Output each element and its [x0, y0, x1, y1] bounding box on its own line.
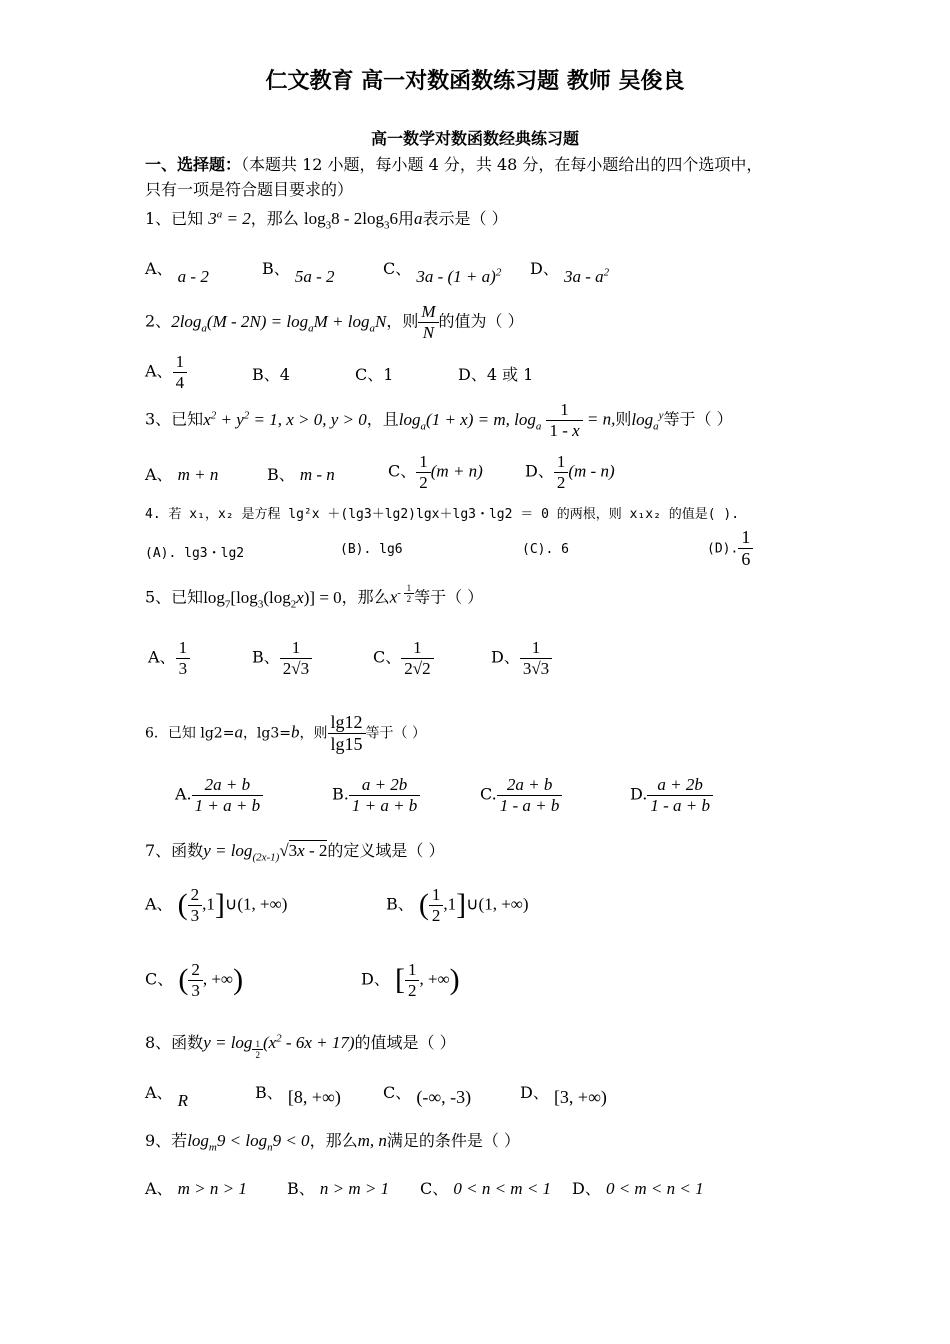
q7-option-c: C、 ( $\frac{2}{3}$ , +∞)	[145, 960, 244, 1000]
q2-option-d: D、4 或 1	[458, 365, 534, 384]
q1-option-c: C、 $3a - (1 + a)^2$	[383, 259, 502, 286]
q2-option-c: C、1	[355, 365, 394, 384]
q4-option-a: (A). lg3・lg2	[145, 546, 245, 561]
q1-option-a: A、 a - 2	[145, 259, 209, 286]
section-heading: 一、选择题：（本题共 12 小题，每小题 4 分，共 48 分，在每小题给出的四个选项中，	[145, 155, 763, 174]
q8-option-c: C、 (-∞, -3)	[383, 1083, 472, 1107]
q5-option-d: D、 $\frac{1}{3√3}$	[491, 638, 552, 678]
q3-option-d: D、 $\frac{1}{2}$ (m - n)	[525, 452, 615, 492]
q4-option-d: (D). $\frac{1}{6}$	[707, 527, 753, 569]
question-2: 2、$2\log_a(M - 2N) = \log_aM + \log_aN$，则 $\frac{M}{N}$ 的值为（ ）	[145, 302, 524, 342]
question-4: 4. 若 x₁，x₂ 是方程 lg²x ＋(lg3＋lg2)lgx＋lg3・lg2 ＝ 0 的两根，则 x₁x₂ 的值是( ).	[145, 507, 740, 522]
q1-option-d: D、 $3a - a^2$	[530, 259, 610, 286]
q4-option-b: (B). lg6	[340, 542, 403, 557]
q9-option-c: C、 0 < n < m < 1	[420, 1179, 552, 1198]
q1-option-b: B、 5a - 2	[262, 259, 335, 286]
q7-option-b: B、 ( $\frac{1}{2}$ ,1]∪(1, +∞)	[386, 885, 529, 925]
section-note: 只有一项是符合题目要求的）	[145, 180, 354, 199]
q4-option-c: (C). 6	[522, 542, 569, 557]
question-1: 1、已知 $3^a = 2$，那么 $\log_38 - 2\log_36$用a表示是（ ）	[145, 208, 508, 232]
question-9: 9、若$\log_m9 < \log_n9 < 0$，那么m, n满足的条件是（ ）	[145, 1131, 520, 1154]
q5-option-b: B、 $\frac{1}{2√3}$	[252, 638, 312, 678]
q6-option-c: C. $\frac{2a + b}{1 - a + b}$	[480, 775, 562, 815]
q3-option-b: B、 m - n	[267, 465, 335, 484]
question-8: 8、函数y = log $\frac{1}{2}$ $(x^2 - 6x + 17)$的值域是（ ）	[145, 1032, 456, 1060]
q7-option-a: A、 ( $\frac{2}{3}$ ,1]∪(1, +∞)	[145, 885, 288, 925]
q5-option-c: C、 $\frac{1}{2√2}$	[373, 638, 434, 678]
q8-option-b: B、 [8, +∞)	[255, 1083, 341, 1107]
question-5: 5、已知$\log_7[\log_3(\log_2x)] = 0$，那么$x^{- \frac{1}{2}}$ 等于（ ）	[145, 583, 484, 611]
q8-option-a: A、 R	[145, 1083, 189, 1110]
q5-option-a: A、 $\frac{1}{3}$	[148, 638, 190, 678]
q6-option-b: B. $\frac{a + 2b}{1 + a + b}$	[332, 775, 420, 815]
page-header: 仁文教育 高一对数函数练习题 教师 吴俊良	[265, 69, 685, 94]
question-7: 7、函数$y = \log_{(2x-1)}√3x - 2$的定义域是（ ）	[145, 841, 445, 864]
q2-option-a: A、 $\frac{1}{4}$	[145, 352, 187, 392]
q8-option-d: D、 [3, +∞)	[520, 1083, 607, 1107]
q2-option-b: B、4	[252, 365, 290, 384]
q9-option-b: B、 n > m > 1	[287, 1179, 390, 1198]
q9-option-a: A、 m > n > 1	[145, 1179, 247, 1198]
q6-option-d: D. $\frac{a + 2b}{1 - a + b}$	[630, 775, 713, 815]
q7-option-d: D、 [ $\frac{1}{2}$ , +∞)	[361, 960, 460, 1000]
q6-option-a: A. $\frac{2a + b}{1 + a + b}$	[175, 775, 263, 815]
question-6: 6．已知 lg2=a，lg3=b，则 $\frac{\lg 12}{\lg 15}$ 等于（ ）	[145, 712, 426, 754]
question-3: 3、已知$x^2 + y^2 = 1$, x > 0, y > 0，且$\log_a(1 + x) = m$, $\log_a$ $\frac{1}{1 - x}$ = n,则$\log_a^y$等于（ ）	[145, 400, 733, 440]
q3-option-c: C、 $\frac{1}{2}$ (m + n)	[388, 452, 483, 492]
page-title: 高一数学对数函数经典练习题	[370, 129, 579, 148]
q3-option-a: A、 m + n	[145, 465, 219, 484]
q9-option-d: D、 0 < m < n < 1	[572, 1179, 704, 1198]
